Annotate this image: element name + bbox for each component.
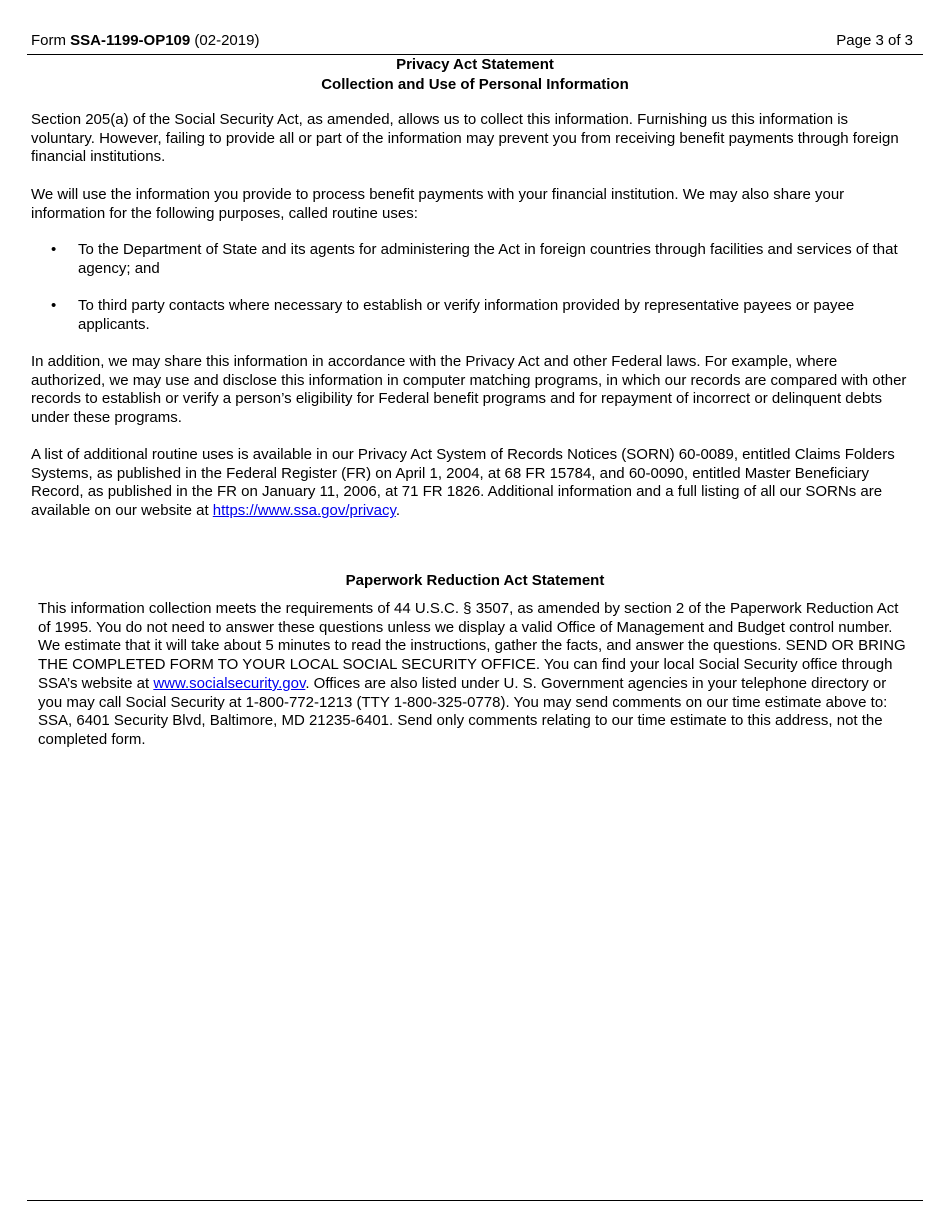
- sorn-text: A list of additional routine uses is available in our Privacy Act System of Records Notices (SORN) 60-0089, entitled Claims Folders Systems, as published in the Federal Register (FR) on April 1, 2004, at 68 FR 15784, and 60-0090, entitled Master Beneficiary Record, as published in the FR on January 11, 2006, at 71 FR 1826. Additional information and a full listing of all our SORNs are available on our website at: [31, 446, 895, 520]
- form-date: (02-2019): [190, 32, 260, 49]
- privacy-paragraph-uses: We will use the information you provide to process benefit payments with your financial institution. We may also share your information for the following purposes, called routine uses:: [31, 186, 845, 222]
- ssa-privacy-link[interactable]: https://www.ssa.gov/privacy: [212, 502, 396, 520]
- form-number: SSA-1199-OP109: [70, 32, 191, 49]
- form-identifier: [31, 30, 259, 52]
- routine-use-text: To third party contacts where necessary to establish or verify information provided by representative payees or payee applicants.: [78, 297, 855, 333]
- paperwork-text-end: . Offices are also listed under U. S. Government agencies in your telephone directory or you may call Social Security at 1-800-772-1213 (TTY 1-800-325-0778). You may send comments on our time estimate above to: SSA, 6401 Security Blvd, Baltimore, MD 21235-6401. Send only comments relating to our time estimate to this address, not the completed form.: [38, 674, 888, 748]
- routine-use-item: [51, 241, 911, 278]
- paperwork-text: This information collection meets the requirements of 44 U.S.C. § 3507, as amended by section 2 of the Paperwork Reduction Act of 1995. You do not need to answer these questions unless we display a valid Office of Management and Budget control number. We estimate that it will take about 5 minutes to read the instructions, gather the facts, and answer the questions. SEND OR BRING THE COMPLETED FORM TO YOUR LOCAL SOCIAL SECURITY OFFICE. You can find your local Social Security office through SSA’s website at: [38, 600, 906, 692]
- socialsecurity-website-link[interactable]: www.socialsecurity.gov: [153, 674, 306, 692]
- paperwork-act-title: Paperwork Reduction Act Statement: [345, 572, 605, 589]
- page-number: Page 3 of 3: [836, 32, 913, 49]
- page-header: [31, 30, 913, 54]
- paperwork-paragraph: [38, 600, 912, 750]
- form-prefix: Form: [31, 32, 71, 49]
- routine-use-text: To the Department of State and its agents for administering the Act in foreign countries through facilities and services of that agency; and: [78, 241, 898, 277]
- routine-use-item: [51, 297, 911, 334]
- bullet-point: •: [51, 297, 57, 314]
- privacy-paragraph-authority: Section 205(a) of the Social Security Act, as amended, allows us to collect this information. Furnishing us this information is voluntary. However, failing to provide all or part of the information may prevent you from receiving benefit payments through foreign financial institutions.: [31, 111, 899, 166]
- bullet-point: •: [51, 241, 57, 258]
- privacy-act-title: Privacy Act Statement: [396, 56, 554, 73]
- privacy-paragraph-sharing: In addition, we may share this information in accordance with the Privacy Act and other Federal laws. For example, where authorized, we may use and disclose this information in computer matching programs, in which our records are compared with other records to establish or verify a person’s eligibility for Federal benefit programs and for repayment of incorrect or delinquent debts under these programs.: [31, 353, 907, 427]
- privacy-act-subtitle: Collection and Use of Personal Information: [321, 76, 629, 93]
- footer-divider: [27, 1200, 923, 1201]
- privacy-paragraph-sorn: [31, 446, 919, 521]
- sorn-text-end: .: [395, 502, 401, 520]
